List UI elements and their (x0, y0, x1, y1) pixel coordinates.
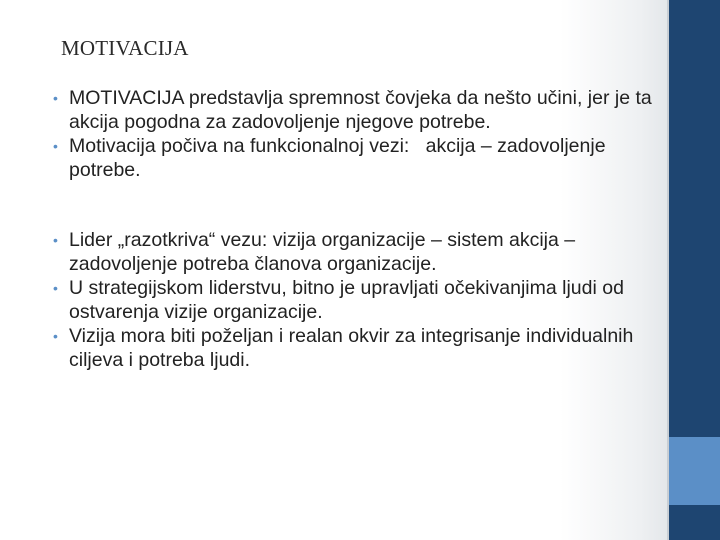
bullet-item (53, 86, 653, 134)
bullet-icon: • (53, 90, 58, 106)
sidebar-bottom-block (669, 505, 720, 540)
bullet-icon: • (53, 280, 58, 296)
bullet-text: U strategijskom liderstvu, bitno je upravljati očekivanjima ljudi od ostvarenja vizije organizacije. (69, 277, 624, 323)
bullet-item (53, 276, 653, 324)
bullet-text: Vizija mora biti poželjan i realan okvir za integrisanje individualnih ciljeva i potreba ljudi. (69, 325, 634, 371)
bullet-icon: • (53, 138, 58, 154)
bullet-item (53, 324, 653, 372)
bullet-item (53, 228, 653, 276)
bullet-list (53, 86, 653, 372)
bullet-text: Motivacija počiva na funkcionalnoj vezi: akcija – zadovoljenje potrebe. (69, 135, 611, 181)
slide-title: MOTIVACIJA (61, 36, 189, 60)
bullet-icon: • (53, 328, 58, 344)
sidebar-accent-block (669, 437, 720, 505)
bullet-spacer (53, 182, 653, 228)
bullet-text: Lider „razotkriva“ vezu: vizija organizacije – sistem akcija – zadovoljenje potreba članova organizacije. (69, 229, 576, 275)
bullet-item (53, 134, 653, 182)
bullet-icon: • (53, 232, 58, 248)
bullet-text: MOTIVACIJA predstavlja spremnost čovjeka da nešto učini, jer je ta akcija pogodna za zadovoljenje njegove potrebe. (69, 87, 652, 133)
